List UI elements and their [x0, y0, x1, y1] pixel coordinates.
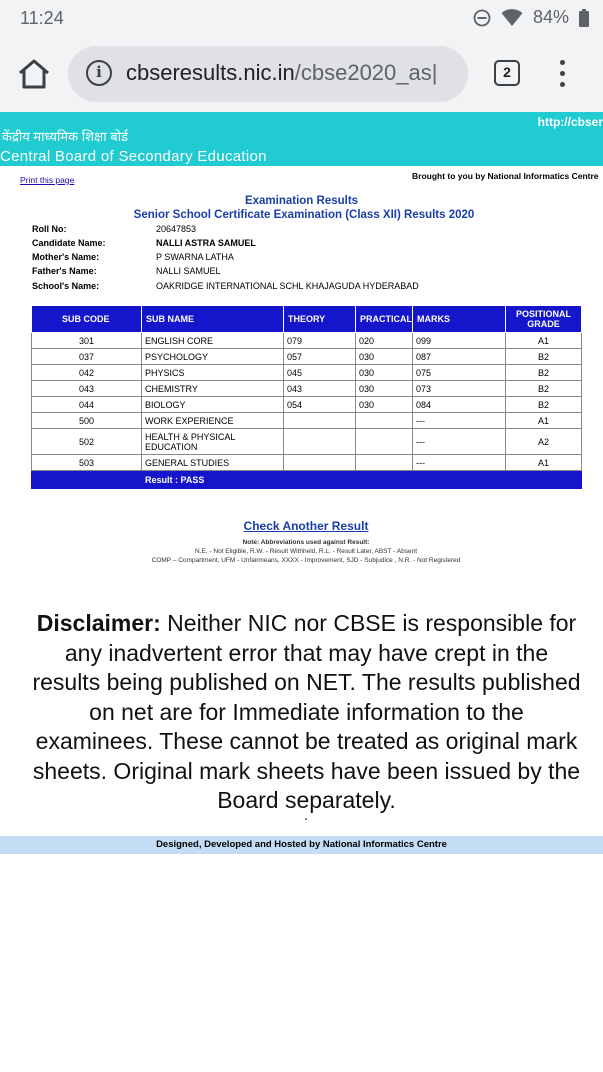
brought-by-text: Brought to you by National Informatics Centre [412, 171, 599, 181]
marks-cell: --- [413, 455, 506, 471]
theory-cell [284, 455, 356, 471]
result-title: Examination Results [244, 195, 359, 207]
check-another-result-link[interactable]: Check Another Result [243, 519, 369, 533]
grade-cell: A1 [506, 333, 582, 349]
practical-cell [356, 429, 413, 455]
marks-cell: 073 [413, 381, 506, 397]
marks-cell: --- [413, 429, 506, 455]
battery-percent: 84% [532, 7, 569, 27]
table-row [32, 413, 582, 429]
hindi-title: केंद्रीय माध्यमिक शिक्षा बोर्ड [2, 129, 128, 144]
grade-cell: B2 [506, 365, 582, 381]
marks-cell: 087 [413, 349, 506, 365]
sub-name-cell: CHEMISTRY [142, 381, 284, 397]
info-label: School's Name: [32, 281, 100, 291]
sub-code-cell: 042 [32, 365, 142, 381]
sub-name-cell: GENERAL STUDIES [142, 455, 284, 471]
grade-cell: B2 [506, 349, 582, 365]
theory-cell [284, 413, 356, 429]
result-label: Result : [145, 474, 179, 485]
overflow-menu-icon[interactable] [556, 60, 568, 90]
table-row [32, 455, 582, 471]
sub-code-cell: 500 [32, 413, 142, 429]
info-label: Father's Name: [32, 266, 97, 276]
theory-cell: 057 [284, 349, 356, 365]
marks-cell: 099 [413, 333, 506, 349]
grade-cell: A1 [506, 413, 582, 429]
info-label: Roll No: [32, 224, 67, 234]
practical-cell [356, 413, 413, 429]
practical-cell: 020 [356, 333, 413, 349]
status-time: 11:24 [20, 8, 64, 28]
info-value: NALLI SAMUEL [156, 266, 221, 276]
sub-code-cell: 503 [32, 455, 142, 471]
practical-cell: 030 [356, 381, 413, 397]
sub-name-cell: PHYSICS [142, 365, 284, 381]
info-label: Mother's Name: [32, 252, 100, 262]
status-bar [0, 0, 603, 36]
col-practical: PRACTICAL [356, 306, 413, 333]
sub-code-cell: 044 [32, 397, 142, 413]
disclaimer-label: Disclaimer: [36, 610, 161, 636]
note-title: Note: Abbreviations used against Result: [242, 539, 370, 546]
marks-cell: --- [413, 413, 506, 429]
grade-cell: A1 [506, 455, 582, 471]
sub-code-cell: 301 [32, 333, 142, 349]
address-bar[interactable] [68, 46, 468, 102]
col-theory: THEORY [284, 306, 356, 333]
table-row [32, 349, 582, 365]
info-value: OAKRIDGE INTERNATIONAL SCHL KHAJAGUDA HYDERABAD [156, 281, 419, 291]
sub-name-cell: BIOLOGY [142, 397, 284, 413]
do-not-disturb-icon [473, 9, 491, 27]
grade-cell: B2 [506, 381, 582, 397]
col-grade: POSITIONAL GRADE [506, 306, 582, 333]
status-icons [473, 7, 589, 28]
col-sub-name: SUB NAME [142, 306, 284, 333]
site-info-icon[interactable]: i [86, 60, 112, 86]
home-icon[interactable] [16, 58, 52, 90]
sub-name-cell: PSYCHOLOGY [142, 349, 284, 365]
disclaimer-text: Neither NIC nor CBSE is responsible for any inadvertent error that may have crept in the results being published on NET. The results published on net are for Immediate information to the examinees. These cannot be treated as original mark sheets. Original mark sheets have been issued by the Board separately. [32, 610, 581, 813]
info-value: P SWARNA LATHA [156, 252, 234, 262]
url-text[interactable] [126, 60, 437, 86]
marks-cell: 075 [413, 365, 506, 381]
wifi-icon [501, 9, 523, 27]
result-spacer [32, 471, 142, 489]
separator-dot [305, 818, 307, 820]
theory-cell: 043 [284, 381, 356, 397]
sub-code-cell: 037 [32, 349, 142, 365]
table-row [32, 365, 582, 381]
sub-name-cell: HEALTH & PHYSICAL EDUCATION [142, 429, 284, 455]
note-line-1: N.E. - Not Eligible, R.W. - Result Withheld, R.L. - Result Later, ABST - Absent [194, 548, 418, 555]
col-marks: MARKS [413, 306, 506, 333]
practical-cell: 030 [356, 397, 413, 413]
print-page-link[interactable]: Print this page [20, 175, 75, 185]
site-link[interactable]: http://cbser [537, 115, 603, 129]
practical-cell [356, 455, 413, 471]
result-cell [142, 471, 582, 489]
marks-table [31, 305, 582, 489]
theory-cell: 054 [284, 397, 356, 413]
sub-name-cell: WORK EXPERIENCE [142, 413, 284, 429]
table-header-row [32, 306, 582, 333]
info-value: NALLI ASTRA SAMUEL [156, 238, 256, 248]
practical-cell: 030 [356, 349, 413, 365]
col-sub-code: SUB CODE [32, 306, 142, 333]
battery-icon [579, 9, 589, 27]
table-row [32, 381, 582, 397]
theory-cell: 045 [284, 365, 356, 381]
cbse-banner [0, 112, 603, 166]
note-line-2: COMP – Compartment, UFM - Unfairmeans, XXXX - Improvement, SJD - Subjudice , N.R. - Not Registered [151, 557, 461, 564]
theory-cell: 079 [284, 333, 356, 349]
result-row [32, 471, 582, 489]
disclaimer [28, 609, 585, 816]
table-row [32, 333, 582, 349]
url-domain: cbseresults.nic.in [126, 60, 295, 85]
practical-cell: 030 [356, 365, 413, 381]
theory-cell [284, 429, 356, 455]
footer: Designed, Developed and Hosted by National Informatics Centre [0, 836, 603, 854]
english-title: Central Board of Secondary Education [0, 148, 267, 165]
result-value: PASS [180, 474, 205, 485]
marks-cell: 084 [413, 397, 506, 413]
table-row [32, 397, 582, 413]
browser-toolbar [0, 36, 603, 112]
exam-title: Senior School Certificate Examination (Class XII) Results 2020 [133, 209, 475, 221]
sub-name-cell: ENGLISH CORE [142, 333, 284, 349]
tab-switcher-button[interactable]: 2 [494, 60, 520, 86]
url-path: /cbse2020_as| [294, 60, 438, 85]
grade-cell: A2 [506, 429, 582, 455]
info-value: 20647853 [156, 224, 197, 234]
sub-code-cell: 502 [32, 429, 142, 455]
table-row [32, 429, 582, 455]
sub-code-cell: 043 [32, 381, 142, 397]
grade-cell: B2 [506, 397, 582, 413]
info-label: Candidate Name: [32, 238, 106, 248]
